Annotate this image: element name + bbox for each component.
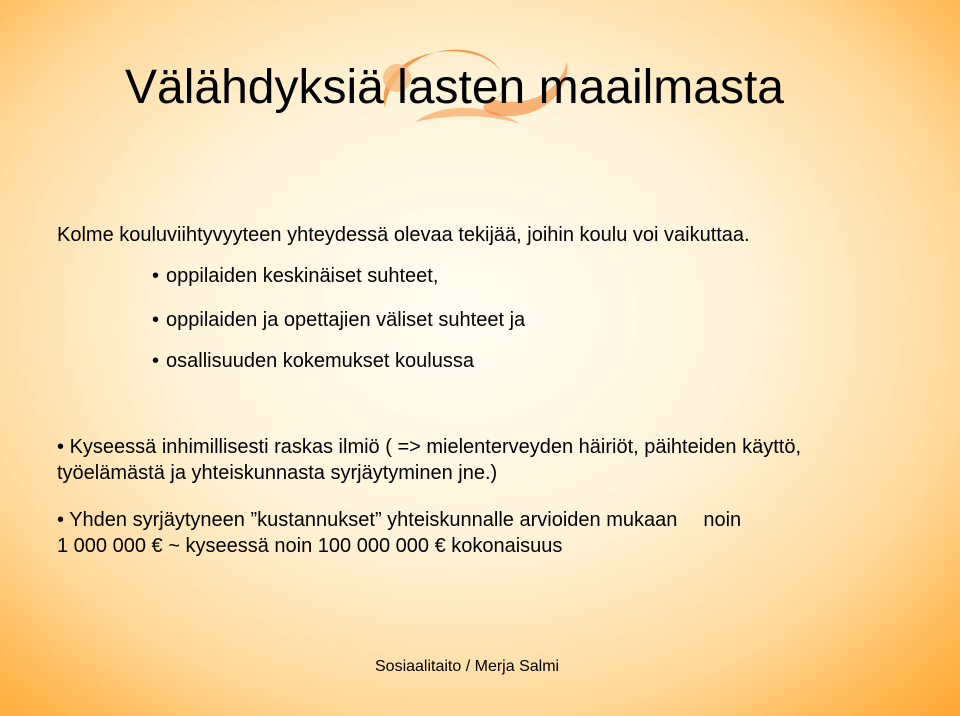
sub-bullet-3 (152, 348, 474, 374)
paragraph-line-2c: kokonaisuus (451, 535, 563, 557)
sub-bullet-text: osallisuuden kokemukset koulussa (166, 350, 474, 372)
bullet-marker: • (57, 509, 65, 531)
paragraph-inhimillisesti (57, 434, 897, 486)
bullet-marker: • (152, 350, 160, 372)
paragraph-text: Kyseessä inhimillisesti raskas ilmiö ( => mielenterveyden häiriöt, päihteiden käyttö, työelämästä ja yhteiskunnasta syrjäytyminen jne.) (57, 436, 802, 484)
paragraph-line-2b: ~ kyseessä noin 100 000 000 (168, 535, 429, 557)
slide-title: Välähdyksiä lasten maailmasta (125, 61, 784, 114)
paragraph-line-1b: noin (703, 509, 742, 531)
sub-bullet-text: oppilaiden keskinäiset suhteet, (166, 265, 439, 287)
bullet-marker: • (152, 309, 160, 331)
sub-bullet-text: oppilaiden ja opettajien väliset suhteet ja (166, 309, 526, 331)
sub-bullet-2 (152, 307, 525, 333)
paragraph-kustannukset (57, 507, 897, 559)
euro-sign: € (151, 535, 163, 557)
bullet-marker: • (152, 265, 160, 287)
footer-credit: Sosiaalitaito / Merja Salmi (375, 658, 560, 675)
paragraph-line-2a: 1 000 000 (57, 535, 146, 557)
bullet-marker: • (57, 436, 65, 458)
paragraph-line-1a: Yhden syrjäytyneen ”kustannukset” yhteiskunnalle arvioiden mukaan (69, 509, 678, 531)
sub-bullet-1 (152, 263, 438, 289)
euro-sign: € (434, 535, 446, 557)
intro-text: Kolme kouluviihtyvyyteen yhteydessä olevaa tekijää, joihin koulu voi vaikuttaa. (57, 224, 750, 246)
